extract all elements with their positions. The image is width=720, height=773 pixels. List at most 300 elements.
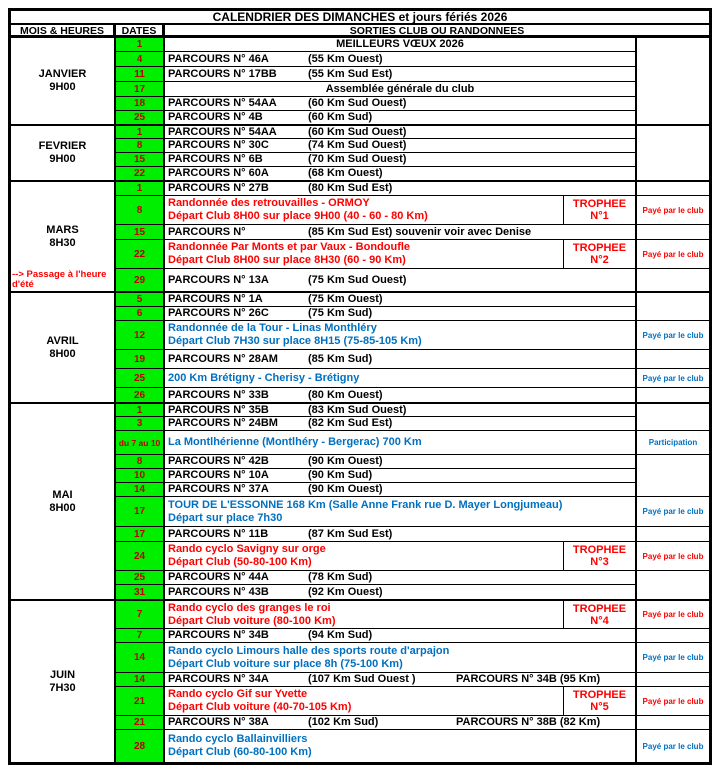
paid-cell: Payé par le club: [637, 195, 709, 224]
month-name: MARS: [46, 223, 79, 236]
calendar-row: [116, 628, 709, 642]
parcours-name: PARCOURS N° 24BM: [168, 417, 278, 429]
parcours-name: PARCOURS N° 44A: [168, 571, 269, 583]
sortie-cell: [165, 541, 637, 570]
date-cell: 14: [116, 672, 165, 686]
date-cell: 19: [116, 349, 165, 368]
parcours-distance: (107 Km Sud Ouest ): [308, 673, 416, 685]
paid-cell: [637, 182, 709, 195]
parcours-line: [168, 167, 635, 180]
parcours-line: [168, 97, 635, 110]
paid-cell: [637, 306, 709, 320]
calendar-row: [116, 416, 709, 430]
month-blocks: [11, 38, 709, 762]
calendar-row: [116, 224, 709, 239]
calendar-row: [116, 306, 709, 320]
rando-line: Rando cyclo Gif sur Yvette: [168, 688, 308, 700]
paid-cell: [637, 138, 709, 152]
date-cell: 15: [116, 152, 165, 166]
parcours-distance: (74 Km Sud Ouest): [308, 139, 407, 151]
sortie-cell: [165, 642, 637, 672]
date-cell: 11: [116, 66, 165, 81]
calendar-row: [116, 268, 709, 291]
month-name: AVRIL: [46, 334, 79, 347]
parcours-name: PARCOURS N° 34B: [168, 629, 269, 641]
table-header: [11, 25, 709, 38]
sortie-cell: [165, 672, 637, 686]
paid-cell: [637, 166, 709, 180]
parcours-line: [168, 274, 635, 287]
parcours-distance: (68 Km Ouest): [308, 167, 383, 179]
header-sorties: SORTIES CLUB OU RANDONNEES: [349, 25, 525, 37]
date-cell: 17: [116, 81, 165, 96]
parcours-name: PARCOURS N° 35B: [168, 404, 269, 416]
paid-cell: Payé par le club: [637, 496, 709, 526]
calendar-row: [116, 601, 709, 628]
date-cell: 1: [116, 38, 165, 51]
parcours-line: [168, 293, 635, 306]
month-rows: [116, 126, 709, 180]
paid-cell: [637, 51, 709, 66]
paid-cell: [637, 628, 709, 642]
calendar-row: [116, 672, 709, 686]
paid-cell: [637, 482, 709, 496]
sortie-cell: [165, 570, 637, 584]
sortie-cell: [165, 126, 637, 138]
parcours-line: [168, 389, 635, 402]
parcours-line: [168, 586, 635, 599]
paid-cell: [637, 387, 709, 402]
calendar-row: [116, 81, 709, 96]
date-cell: 17: [116, 496, 165, 526]
month-time: 8H30: [49, 236, 76, 249]
parcours-name: PARCOURS N° 37A: [168, 483, 269, 495]
sortie-cell: [165, 584, 637, 599]
calendar-row: [116, 38, 709, 51]
trophy-number: N°1: [590, 210, 609, 222]
parcours-line: [168, 307, 635, 320]
calendar-row: [116, 430, 709, 454]
trophy-number: N°4: [590, 614, 609, 627]
parcours-name: PARCOURS N° 28AM: [168, 352, 278, 365]
calendar-row: [116, 642, 709, 672]
parcours-distance: (55 Km Sud Est): [308, 67, 393, 80]
trophy-label: TROPHEE: [572, 544, 627, 556]
sortie-cell: [165, 110, 637, 124]
parcours-distance: (90 Km Ouest): [308, 483, 383, 495]
page-title: CALENDRIER DES DIMANCHES et jours fériés 2026: [11, 11, 709, 25]
date-cell: 1: [116, 126, 165, 138]
sortie-cell: [165, 320, 637, 349]
parcours-distance: (90 Km Ouest): [308, 455, 383, 467]
parcours-distance: (60 Km Sud): [308, 111, 373, 123]
parcours-distance: (85 Km Sud Est) souvenir voir avec Denise: [308, 225, 532, 238]
month-time: 8H00: [49, 501, 76, 514]
trophy-badge: [563, 542, 635, 570]
paid-cell: [637, 38, 709, 51]
header-dates: DATES: [116, 25, 165, 35]
paid-cell: [637, 152, 709, 166]
sortie-cell: [165, 454, 637, 468]
calendar-row: [116, 404, 709, 416]
season-time-change-note: --> Passage à l'heure d'été: [12, 269, 107, 290]
trophy-label: TROPHEE: [572, 198, 627, 210]
month-rows: [116, 601, 709, 762]
date-cell: 5: [116, 293, 165, 306]
rando-line: Rando cyclo Savigny sur orge: [168, 543, 326, 555]
trophy-badge: [563, 687, 635, 715]
paid-cell: Payé par le club: [637, 729, 709, 762]
parcours-distance: (92 Km Ouest): [308, 585, 383, 598]
paid-cell: Payé par le club: [637, 239, 709, 268]
parcours-distance: (80 Km Sud Est): [308, 182, 393, 194]
parcours-name: PARCOURS N° 4B: [168, 111, 263, 123]
calendar-row: [116, 526, 709, 541]
calendar-table: [8, 8, 712, 765]
rando-line: Randonnée de la Tour - Linas Monthléry: [168, 322, 377, 334]
date-cell: 28: [116, 729, 165, 762]
date-cell: 10: [116, 468, 165, 482]
paid-cell: [637, 454, 709, 468]
sortie-cell: [165, 349, 637, 368]
parcours-line: [168, 153, 635, 166]
date-cell: 8: [116, 454, 165, 468]
rando-line: Départ Club (60-80-100 Km): [168, 746, 312, 758]
paid-cell: [637, 224, 709, 239]
date-cell: 14: [116, 642, 165, 672]
parcours-line: [168, 455, 635, 468]
parcours-line: [168, 126, 635, 138]
parcours-name: PARCOURS N° 6B: [168, 153, 263, 165]
month-name: FEVRIER: [38, 140, 87, 152]
date-cell: 8: [116, 138, 165, 152]
paid-cell: [637, 526, 709, 541]
parcours-name: PARCOURS N° 27B: [168, 182, 269, 194]
sortie-cell: [165, 38, 637, 51]
rando-line: Randonnée Par Monts et par Vaux - Bondoufle: [168, 241, 411, 253]
paid-cell: Payé par le club: [637, 686, 709, 715]
parcours-distance: (75 Km Ouest): [308, 293, 383, 305]
calendar-row: [116, 320, 709, 349]
parcours-line: [168, 404, 635, 416]
calendar-row: [116, 182, 709, 195]
month-time: 9H00: [49, 81, 76, 93]
parcours-name: PARCOURS N° 11B: [168, 527, 269, 540]
calendar-row: [116, 387, 709, 402]
sortie-cell: [165, 182, 637, 195]
calendar-row: [116, 368, 709, 387]
month-time: 9H00: [49, 153, 76, 165]
month-block: [11, 124, 709, 180]
parcours-distance: (87 Km Sud Est): [308, 527, 393, 540]
parcours-name: PARCOURS N° 46A: [168, 52, 269, 65]
parcours-distance: (75 Km Sud): [308, 307, 373, 319]
calendar-row: [116, 166, 709, 180]
date-cell: 7: [116, 628, 165, 642]
date-cell: 25: [116, 368, 165, 387]
sortie-cell: [165, 368, 637, 387]
paid-cell: [637, 293, 709, 306]
month-rows: [116, 38, 709, 124]
month-cell: [11, 38, 116, 124]
calendar-row: [116, 715, 709, 729]
calendar-row: [116, 570, 709, 584]
sortie-text: Assemblée générale du club: [325, 82, 475, 95]
paid-cell: [637, 81, 709, 96]
parcours-line: [168, 629, 635, 642]
sortie-cell: [165, 387, 637, 402]
sortie-cell: [165, 138, 637, 152]
paid-cell: Payé par le club: [637, 368, 709, 387]
paid-cell: [637, 126, 709, 138]
parcours-name: PARCOURS N° 60A: [168, 167, 269, 179]
date-cell: 25: [116, 110, 165, 124]
parcours-name: PARCOURS N° 34A: [168, 673, 269, 685]
sortie-cell: [165, 224, 637, 239]
parcours-distance: (75 Km Sud Ouest): [308, 273, 407, 286]
parcours-distance: (70 Km Sud Ouest): [308, 153, 407, 165]
date-cell: 31: [116, 584, 165, 599]
date-cell: 12: [116, 320, 165, 349]
parcours-name: PARCOURS N° 1A: [168, 293, 263, 305]
month-block: [11, 291, 709, 402]
rando-line: 200 Km Brétigny - Cherisy - Brétigny: [168, 371, 360, 384]
date-cell: 6: [116, 306, 165, 320]
parcours-distance: (102 Km Sud): [308, 716, 379, 728]
parcours-line: [168, 571, 635, 584]
sortie-cell: [165, 96, 637, 110]
month-block: [11, 38, 709, 124]
parcours-distance: (80 Km Ouest): [308, 388, 383, 401]
parcours-distance: (85 Km Sud): [308, 352, 373, 365]
parcours-extra: PARCOURS N° 34B (95 Km): [456, 673, 601, 685]
sortie-cell: [165, 81, 637, 96]
trophy-number: N°5: [590, 701, 609, 713]
sortie-cell: [165, 482, 637, 496]
month-time: 8H00: [49, 347, 76, 360]
parcours-distance: (94 Km Sud): [308, 629, 373, 641]
rando-line: Départ Club 7H30 sur place 8H15 (75-85-105 Km): [168, 335, 422, 347]
sortie-cell: [165, 404, 637, 416]
paid-cell: [637, 66, 709, 81]
month-name: JANVIER: [38, 68, 87, 80]
date-cell: du 7 au 10: [116, 430, 165, 454]
rando-line: Départ Club voiture (80-100 Km): [168, 614, 336, 627]
paid-cell: [637, 715, 709, 729]
month-cell: [11, 182, 116, 291]
sortie-cell: [165, 195, 637, 224]
calendar-row: [116, 195, 709, 224]
parcours-line: [168, 528, 635, 541]
month-name: MAI: [52, 488, 73, 501]
parcours-extra: PARCOURS N° 38B (82 Km): [456, 716, 601, 728]
month-block: [11, 180, 709, 291]
rando-line: Départ Club voiture sur place 8h (75-100 Km): [168, 657, 403, 670]
paid-cell: Payé par le club: [637, 320, 709, 349]
rando-line: Départ Club 8H00 sur place 8H30 (60 - 90 Km): [168, 254, 406, 266]
calendar-row: [116, 349, 709, 368]
sortie-cell: [165, 526, 637, 541]
month-cell: [11, 293, 116, 402]
sortie-cell: [165, 729, 637, 762]
parcours-distance: (55 Km Ouest): [308, 52, 383, 65]
trophy-number: N°2: [590, 254, 609, 266]
date-cell: 26: [116, 387, 165, 402]
parcours-line: [168, 353, 635, 366]
parcours-line: [168, 673, 635, 686]
month-name: JUIN: [49, 668, 76, 681]
sortie-cell: [165, 468, 637, 482]
paid-cell: [637, 416, 709, 430]
rando-line: TOUR DE L'ESSONNE 168 Km (Salle Anne Frank rue D. Mayer Longjumeau): [168, 498, 563, 511]
calendar-row: [116, 496, 709, 526]
paid-cell: Payé par le club: [642, 610, 704, 619]
parcours-name: PARCOURS N° 13A: [168, 273, 269, 286]
paid-cell: Payé par le club: [637, 541, 709, 570]
date-cell: 21: [116, 715, 165, 729]
calendar-row: [116, 293, 709, 306]
calendar-row: [116, 239, 709, 268]
date-cell: 1: [116, 182, 165, 195]
calendar-row: [116, 110, 709, 124]
trophy-badge: [563, 240, 635, 268]
parcours-line: [168, 483, 635, 496]
parcours-name: PARCOURS N° 54AA: [168, 97, 277, 109]
date-cell: 8: [116, 195, 165, 224]
date-cell: 18: [116, 96, 165, 110]
paid-cell: [637, 570, 709, 584]
rando-line: Départ Club 8H00 sur place 9H00 (40 - 60 - 80 Km): [168, 210, 428, 222]
rando-line: Rando cyclo Ballainvilliers: [168, 733, 308, 745]
sortie-cell: [165, 306, 637, 320]
calendar-row: [116, 584, 709, 599]
rando-line: Rando cyclo des granges le roi: [168, 601, 331, 614]
paid-cell: Participation: [637, 430, 709, 454]
sortie-cell: [165, 628, 637, 642]
date-cell: 4: [116, 51, 165, 66]
parcours-line: [168, 53, 635, 66]
paid-cell: Payé par le club: [637, 642, 709, 672]
rando-line: Départ Club voiture (40-70-105 Km): [168, 701, 352, 713]
sortie-cell: [165, 715, 637, 729]
date-cell: 29: [116, 268, 165, 291]
rando-line: Randonnée des retrouvailles - ORMOY: [168, 197, 370, 209]
calendar-row: [116, 729, 709, 762]
paid-cell: [637, 96, 709, 110]
date-cell: 14: [116, 482, 165, 496]
date-cell: 17: [116, 526, 165, 541]
parcours-line: [168, 226, 635, 239]
sortie-cell: [165, 601, 637, 628]
date-cell: 15: [116, 224, 165, 239]
sortie-cell: [165, 416, 637, 430]
date-cell: 21: [116, 686, 165, 715]
parcours-distance: (82 Km Sud Est): [308, 417, 393, 429]
sortie-text: MEILLEURS VŒUX 2026: [336, 38, 464, 50]
date-cell: 22: [116, 239, 165, 268]
paid-cell: [637, 110, 709, 124]
parcours-distance: (60 Km Sud Ouest): [308, 126, 407, 138]
month-cell: [11, 404, 116, 599]
month-rows: [116, 404, 709, 599]
date-cell: 1: [116, 404, 165, 416]
paid-cell: [637, 349, 709, 368]
sortie-cell: [165, 166, 637, 180]
paid-cell: [637, 468, 709, 482]
sortie-cell: [165, 293, 637, 306]
parcours-line: [168, 182, 635, 195]
calendar-row: [116, 126, 709, 138]
calendar-row: [116, 51, 709, 66]
parcours-line: [168, 68, 635, 81]
calendar-row: [116, 96, 709, 110]
trophy-badge: [563, 196, 635, 224]
parcours-name: PARCOURS N° 26C: [168, 307, 269, 319]
calendar-row: [116, 482, 709, 496]
rando-line: Départ Club (50-80-100 Km): [168, 556, 312, 568]
date-cell: 25: [116, 570, 165, 584]
date-cell: 22: [116, 166, 165, 180]
parcours-name: PARCOURS N° 43B: [168, 585, 269, 598]
rando-line: Rando cyclo Limours halle des sports route d'arpajon: [168, 644, 450, 657]
parcours-name: PARCOURS N° 17BB: [168, 67, 277, 80]
sortie-cell: [165, 268, 637, 291]
date-cell: 3: [116, 416, 165, 430]
trophy-label: TROPHEE: [572, 689, 627, 701]
calendar-row: [116, 541, 709, 570]
calendar-row: [116, 686, 709, 715]
parcours-distance: (83 Km Sud Ouest): [308, 404, 407, 416]
parcours-name: PARCOURS N° 54AA: [168, 126, 277, 138]
sortie-cell: [165, 152, 637, 166]
parcours-name: PARCOURS N° 38A: [168, 716, 269, 728]
calendar-row: [116, 66, 709, 81]
sortie-cell: [165, 66, 637, 81]
trophy-badge: [563, 601, 635, 628]
parcours-name: PARCOURS N° 10A: [168, 469, 269, 481]
calendar-row: [116, 138, 709, 152]
trophy-label: TROPHEE: [572, 242, 627, 254]
parcours-line: [168, 716, 635, 729]
parcours-line: [168, 469, 635, 482]
calendar-row: [116, 152, 709, 166]
rando-line: Départ sur place 7h30: [168, 511, 283, 524]
parcours-name: PARCOURS N° 30C: [168, 139, 269, 151]
sortie-cell: [165, 51, 637, 66]
parcours-name: PARCOURS N°: [168, 225, 246, 238]
month-block: [11, 402, 709, 599]
month-cell: [11, 126, 116, 180]
calendar-row: [116, 468, 709, 482]
month-rows: [116, 293, 709, 402]
calendar-row: [116, 454, 709, 468]
sortie-cell: [165, 686, 637, 715]
parcours-distance: (90 Km Sud): [308, 469, 373, 481]
parcours-line: [168, 111, 635, 124]
parcours-name: PARCOURS N° 33B: [168, 388, 269, 401]
parcours-line: [168, 417, 635, 430]
month-cell: [11, 601, 116, 762]
month-block: [11, 599, 709, 762]
month-rows: [116, 182, 709, 291]
rando-line: La Montlhérienne (Montlhéry - Bergerac) 700 Km: [168, 436, 422, 448]
parcours-line: [168, 139, 635, 152]
sortie-cell: [165, 430, 637, 454]
month-time: 7H30: [49, 681, 76, 694]
paid-cell: [637, 268, 709, 291]
paid-cell: [637, 584, 709, 599]
header-mois-heures: MOIS & HEURES: [11, 25, 116, 35]
